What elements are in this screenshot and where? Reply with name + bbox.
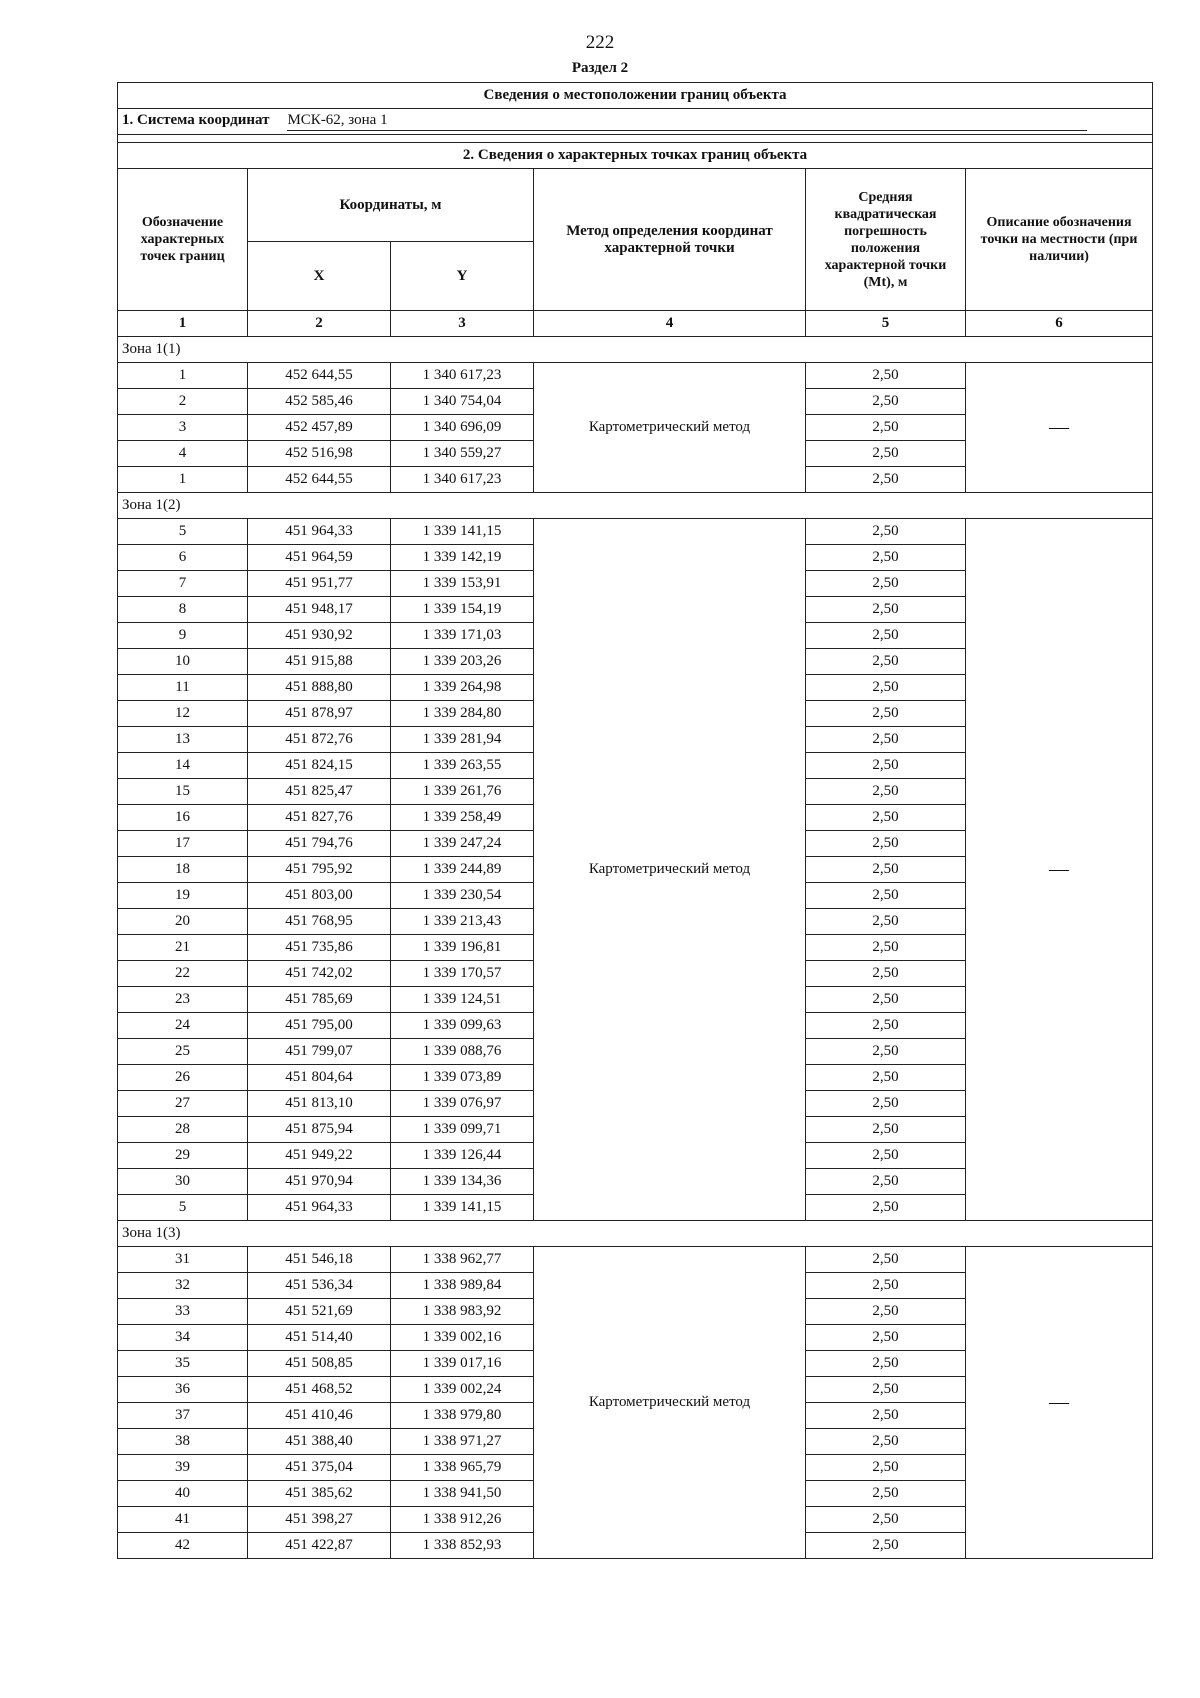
- point-number: 23: [118, 987, 248, 1013]
- coord-x: 451 795,00: [248, 1013, 391, 1039]
- zone-header-row: [118, 337, 1153, 363]
- point-number: 41: [118, 1507, 248, 1533]
- zone-name: Зона 1(1): [118, 337, 1153, 363]
- point-number: 6: [118, 545, 248, 571]
- page-number: 222: [585, 32, 615, 53]
- point-number: 39: [118, 1455, 248, 1481]
- coord-x: 451 794,76: [248, 831, 391, 857]
- header-method: Метод определения координат характерной точки: [534, 169, 806, 311]
- coord-x: 452 644,55: [248, 467, 391, 493]
- point-number: 21: [118, 935, 248, 961]
- coord-y: 1 338 912,26: [391, 1507, 534, 1533]
- table-row: [118, 1247, 1153, 1273]
- coord-x: 451 468,52: [248, 1377, 391, 1403]
- error-value: 2,50: [806, 935, 966, 961]
- error-value: 2,50: [806, 1299, 966, 1325]
- point-number: 2: [118, 389, 248, 415]
- point-number: 18: [118, 857, 248, 883]
- point-number: 13: [118, 727, 248, 753]
- error-value: 2,50: [806, 727, 966, 753]
- coord-y: 1 338 979,80: [391, 1403, 534, 1429]
- coord-x: 451 964,33: [248, 1195, 391, 1221]
- description-cell: —: [966, 519, 1153, 1221]
- zone-name: Зона 1(2): [118, 493, 1153, 519]
- column-number: 5: [806, 311, 966, 337]
- column-number: 3: [391, 311, 534, 337]
- coord-y: 1 339 134,36: [391, 1169, 534, 1195]
- column-number: 6: [966, 311, 1153, 337]
- coordinate-system-value: МСК-62, зона 1: [287, 112, 1087, 131]
- point-number: 7: [118, 571, 248, 597]
- error-value: 2,50: [806, 389, 966, 415]
- coord-y: 1 338 983,92: [391, 1299, 534, 1325]
- point-number: 42: [118, 1533, 248, 1559]
- error-value: 2,50: [806, 1351, 966, 1377]
- error-value: 2,50: [806, 467, 966, 493]
- point-number: 27: [118, 1091, 248, 1117]
- error-value: 2,50: [806, 961, 966, 987]
- coord-y: 1 339 171,03: [391, 623, 534, 649]
- error-value: 2,50: [806, 1325, 966, 1351]
- coord-x: 451 872,76: [248, 727, 391, 753]
- coord-x: 451 964,33: [248, 519, 391, 545]
- coordinate-system-cell: [118, 109, 1153, 135]
- error-value: 2,50: [806, 883, 966, 909]
- point-number: 11: [118, 675, 248, 701]
- header-y: Y: [391, 242, 534, 311]
- coord-x: 451 875,94: [248, 1117, 391, 1143]
- coord-x: 451 375,04: [248, 1455, 391, 1481]
- zone-header-row: [118, 1221, 1153, 1247]
- coord-y: 1 339 281,94: [391, 727, 534, 753]
- error-value: 2,50: [806, 1455, 966, 1481]
- coord-y: 1 340 559,27: [391, 441, 534, 467]
- coord-y: 1 338 965,79: [391, 1455, 534, 1481]
- error-value: 2,50: [806, 1481, 966, 1507]
- coord-y: 1 339 099,63: [391, 1013, 534, 1039]
- method-cell: Картометрический метод: [534, 1247, 806, 1559]
- coord-x: 451 951,77: [248, 571, 391, 597]
- error-value: 2,50: [806, 415, 966, 441]
- coord-y: 1 339 244,89: [391, 857, 534, 883]
- error-value: 2,50: [806, 649, 966, 675]
- coord-y: 1 339 203,26: [391, 649, 534, 675]
- error-value: 2,50: [806, 1143, 966, 1169]
- coord-y: 1 339 154,19: [391, 597, 534, 623]
- coord-x: 451 398,27: [248, 1507, 391, 1533]
- header-x: X: [248, 242, 391, 311]
- point-number: 15: [118, 779, 248, 805]
- error-value: 2,50: [806, 363, 966, 389]
- coord-y: 1 339 263,55: [391, 753, 534, 779]
- error-value: 2,50: [806, 1169, 966, 1195]
- point-number: 29: [118, 1143, 248, 1169]
- coord-y: 1 339 076,97: [391, 1091, 534, 1117]
- coord-y: 1 339 196,81: [391, 935, 534, 961]
- header-error: Средняя квадратическая погрешность положения характерной точки (Mt), м: [806, 169, 966, 311]
- header-description: Описание обозначения точки на местности (при наличии): [966, 169, 1153, 311]
- coord-x: 451 948,17: [248, 597, 391, 623]
- header-point-designation: Обозначение характерных точек границ: [118, 169, 248, 311]
- error-value: 2,50: [806, 753, 966, 779]
- header-row-1: [118, 169, 1153, 242]
- coord-x: 451 742,02: [248, 961, 391, 987]
- error-value: 2,50: [806, 519, 966, 545]
- coord-y: 1 339 261,76: [391, 779, 534, 805]
- table-title-row: [118, 83, 1153, 109]
- point-number: 34: [118, 1325, 248, 1351]
- error-value: 2,50: [806, 675, 966, 701]
- coord-x: 451 768,95: [248, 909, 391, 935]
- coord-x: 451 536,34: [248, 1273, 391, 1299]
- error-value: 2,50: [806, 1273, 966, 1299]
- coord-x: 451 827,76: [248, 805, 391, 831]
- error-value: 2,50: [806, 779, 966, 805]
- error-value: 2,50: [806, 909, 966, 935]
- point-number: 4: [118, 441, 248, 467]
- error-value: 2,50: [806, 1429, 966, 1455]
- method-cell: Картометрический метод: [534, 519, 806, 1221]
- coord-y: 1 339 264,98: [391, 675, 534, 701]
- point-number: 38: [118, 1429, 248, 1455]
- error-value: 2,50: [806, 1195, 966, 1221]
- point-number: 5: [118, 519, 248, 545]
- coord-y: 1 338 971,27: [391, 1429, 534, 1455]
- coord-x: 451 878,97: [248, 701, 391, 727]
- spacer-cell: [118, 135, 1153, 143]
- coord-x: 451 949,22: [248, 1143, 391, 1169]
- coord-x: 451 795,92: [248, 857, 391, 883]
- point-number: 26: [118, 1065, 248, 1091]
- coord-x: 451 803,00: [248, 883, 391, 909]
- error-value: 2,50: [806, 571, 966, 597]
- coord-x: 451 824,15: [248, 753, 391, 779]
- point-number: 14: [118, 753, 248, 779]
- point-number: 36: [118, 1377, 248, 1403]
- description-cell: —: [966, 363, 1153, 493]
- coord-x: 451 388,40: [248, 1429, 391, 1455]
- point-number: 12: [118, 701, 248, 727]
- point-number: 3: [118, 415, 248, 441]
- point-number: 17: [118, 831, 248, 857]
- coord-y: 1 338 941,50: [391, 1481, 534, 1507]
- column-number: 1: [118, 311, 248, 337]
- point-number: 28: [118, 1117, 248, 1143]
- coord-y: 1 339 141,15: [391, 1195, 534, 1221]
- coord-x: 451 930,92: [248, 623, 391, 649]
- coord-y: 1 339 002,16: [391, 1325, 534, 1351]
- coord-x: 452 516,98: [248, 441, 391, 467]
- coord-y: 1 339 142,19: [391, 545, 534, 571]
- error-value: 2,50: [806, 1117, 966, 1143]
- coord-y: 1 340 617,23: [391, 363, 534, 389]
- point-number: 16: [118, 805, 248, 831]
- coord-x: 451 970,94: [248, 1169, 391, 1195]
- error-value: 2,50: [806, 441, 966, 467]
- point-number: 32: [118, 1273, 248, 1299]
- coord-y: 1 339 153,91: [391, 571, 534, 597]
- coord-x: 451 804,64: [248, 1065, 391, 1091]
- coord-x: 451 825,47: [248, 779, 391, 805]
- coord-x: 451 915,88: [248, 649, 391, 675]
- coord-x: 452 644,55: [248, 363, 391, 389]
- coordinate-system-row: [118, 109, 1153, 135]
- error-value: 2,50: [806, 623, 966, 649]
- coord-x: 451 410,46: [248, 1403, 391, 1429]
- coord-y: 1 339 170,57: [391, 961, 534, 987]
- coord-y: 1 339 017,16: [391, 1351, 534, 1377]
- point-number: 37: [118, 1403, 248, 1429]
- coord-x: 451 813,10: [248, 1091, 391, 1117]
- coord-y: 1 339 258,49: [391, 805, 534, 831]
- coord-y: 1 339 213,43: [391, 909, 534, 935]
- header-coordinates: Координаты, м: [248, 169, 534, 242]
- coord-y: 1 338 852,93: [391, 1533, 534, 1559]
- error-value: 2,50: [806, 1507, 966, 1533]
- column-number: 4: [534, 311, 806, 337]
- error-value: 2,50: [806, 1247, 966, 1273]
- point-number: 20: [118, 909, 248, 935]
- error-value: 2,50: [806, 545, 966, 571]
- point-number: 9: [118, 623, 248, 649]
- point-number: 1: [118, 363, 248, 389]
- point-number: 31: [118, 1247, 248, 1273]
- coord-x: 451 888,80: [248, 675, 391, 701]
- section-title: Раздел 2: [571, 60, 629, 76]
- table-row: [118, 519, 1153, 545]
- point-number: 30: [118, 1169, 248, 1195]
- point-number: 5: [118, 1195, 248, 1221]
- error-value: 2,50: [806, 1013, 966, 1039]
- spacer-row: [118, 135, 1153, 143]
- subsection-title-row: [118, 143, 1153, 169]
- error-value: 2,50: [806, 1065, 966, 1091]
- coord-y: 1 339 247,24: [391, 831, 534, 857]
- point-number: 24: [118, 1013, 248, 1039]
- point-number: 19: [118, 883, 248, 909]
- point-number: 1: [118, 467, 248, 493]
- column-number: 2: [248, 311, 391, 337]
- coord-y: 1 339 126,44: [391, 1143, 534, 1169]
- coord-y: 1 338 989,84: [391, 1273, 534, 1299]
- coord-y: 1 340 617,23: [391, 467, 534, 493]
- table-row: [118, 363, 1153, 389]
- description-cell: —: [966, 1247, 1153, 1559]
- error-value: 2,50: [806, 1091, 966, 1117]
- column-numbers-row: [118, 311, 1153, 337]
- error-value: 2,50: [806, 1377, 966, 1403]
- point-number: 35: [118, 1351, 248, 1377]
- coord-x: 451 385,62: [248, 1481, 391, 1507]
- error-value: 2,50: [806, 987, 966, 1013]
- coord-x: 452 457,89: [248, 415, 391, 441]
- point-number: 22: [118, 961, 248, 987]
- coord-y: 1 340 754,04: [391, 389, 534, 415]
- point-number: 40: [118, 1481, 248, 1507]
- zone-name: Зона 1(3): [118, 1221, 1153, 1247]
- coord-x: 451 799,07: [248, 1039, 391, 1065]
- coord-x: 451 785,69: [248, 987, 391, 1013]
- coordinate-system-label: 1. Система координат: [122, 112, 270, 128]
- coord-x: 451 508,85: [248, 1351, 391, 1377]
- coord-y: 1 339 088,76: [391, 1039, 534, 1065]
- boundary-points-table: [117, 82, 1153, 1559]
- error-value: 2,50: [806, 831, 966, 857]
- coord-x: 451 735,86: [248, 935, 391, 961]
- point-number: 33: [118, 1299, 248, 1325]
- zone-header-row: [118, 493, 1153, 519]
- coord-x: 451 422,87: [248, 1533, 391, 1559]
- error-value: 2,50: [806, 805, 966, 831]
- subsection-title: 2. Сведения о характерных точках границ объекта: [118, 143, 1153, 169]
- coord-x: 452 585,46: [248, 389, 391, 415]
- error-value: 2,50: [806, 597, 966, 623]
- method-cell: Картометрический метод: [534, 363, 806, 493]
- table-title: Сведения о местоположении границ объекта: [118, 83, 1153, 109]
- point-number: 10: [118, 649, 248, 675]
- error-value: 2,50: [806, 1533, 966, 1559]
- error-value: 2,50: [806, 1403, 966, 1429]
- coord-y: 1 339 124,51: [391, 987, 534, 1013]
- point-number: 25: [118, 1039, 248, 1065]
- coord-x: 451 514,40: [248, 1325, 391, 1351]
- coord-y: 1 339 284,80: [391, 701, 534, 727]
- coord-x: 451 521,69: [248, 1299, 391, 1325]
- coord-x: 451 964,59: [248, 545, 391, 571]
- coord-y: 1 338 962,77: [391, 1247, 534, 1273]
- coord-x: 451 546,18: [248, 1247, 391, 1273]
- coord-y: 1 339 141,15: [391, 519, 534, 545]
- error-value: 2,50: [806, 1039, 966, 1065]
- coord-y: 1 339 230,54: [391, 883, 534, 909]
- error-value: 2,50: [806, 857, 966, 883]
- coord-y: 1 339 002,24: [391, 1377, 534, 1403]
- coord-y: 1 340 696,09: [391, 415, 534, 441]
- error-value: 2,50: [806, 701, 966, 727]
- coord-y: 1 339 073,89: [391, 1065, 534, 1091]
- point-number: 8: [118, 597, 248, 623]
- coord-y: 1 339 099,71: [391, 1117, 534, 1143]
